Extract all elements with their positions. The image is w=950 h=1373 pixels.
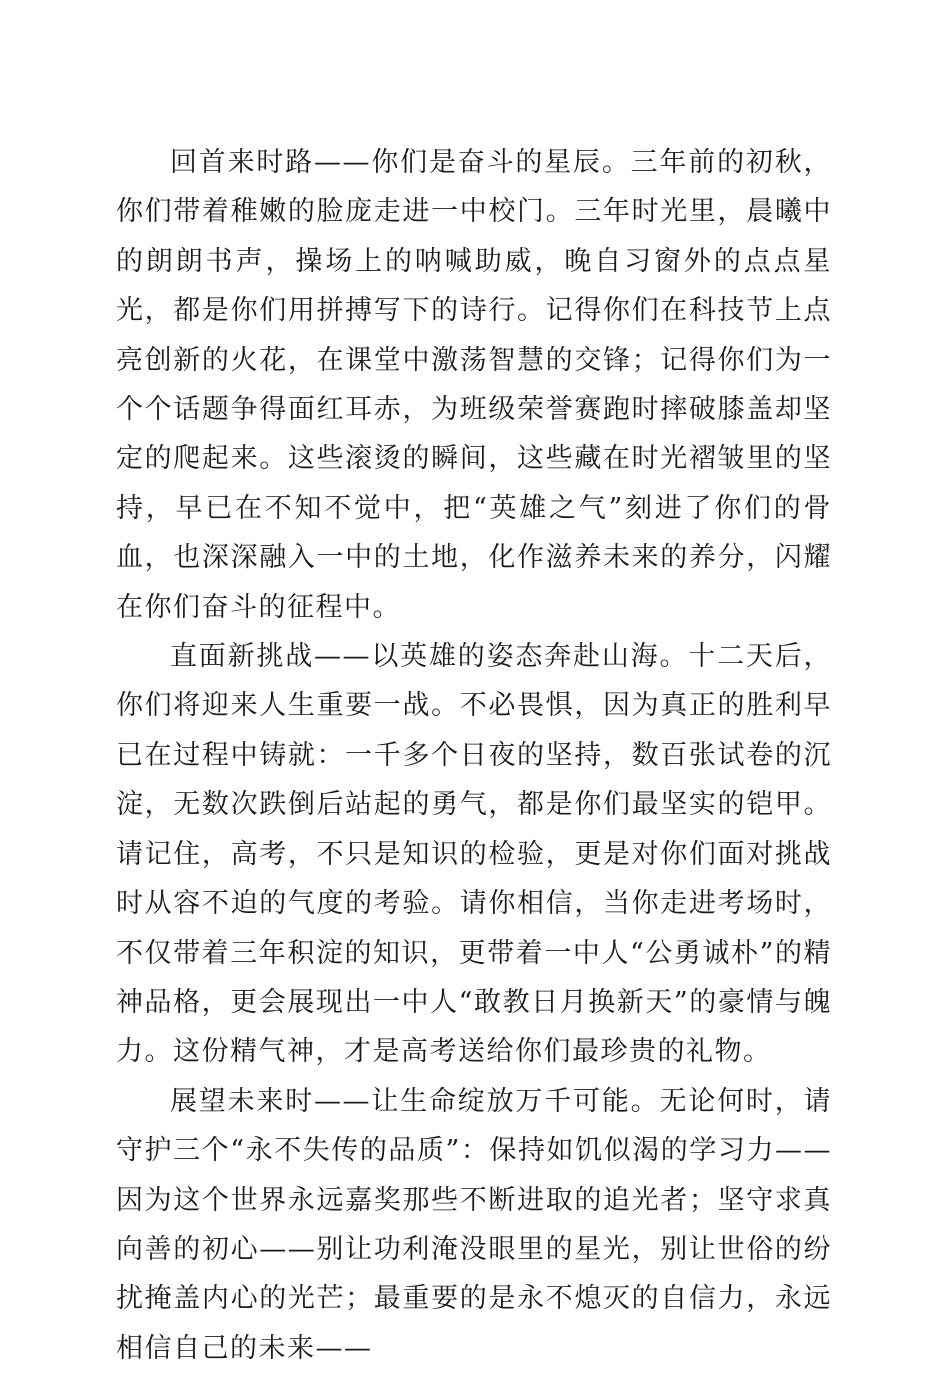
paragraph-looking-ahead: 展望未来时——让生命绽放万千可能。无论何时，请守护三个“永不失传的品质”：保持如饥似渴的学习力——因为这个世界永远嘉奖那些不断进取的追光者；坚守求真向善的初心——别让功利淹没眼里的星光，别让世俗的纷扰掩盖内心的光芒；最重要的是永不熄灭的自信力，永远相信自己的未来——: [116, 1085, 832, 1364]
paragraph-looking-back: 回首来时路——你们是奋斗的星辰。三年前的初秋，你们带着稚嫩的脸庞走进一中校门。三年时光里，晨曦中的朗朗书声，操场上的呐喊助威，晚自习窗外的点点星光，都是你们用拼搏写下的诗行。记得你们在科技节上点亮创新的火花，在课堂中激荡智慧的交锋；记得你们为一个个话题争得面红耳赤，为班级荣誉赛跑时摔破膝盖却坚定的爬起来。这些滚烫的瞬间，这些藏在时光褶皱里的坚持，早已在不知不觉中，把“英雄之气”刻进了你们的骨血，也深深融入一中的土地，化作滋养未来的养分，闪耀在你们奋斗的征程中。: [116, 147, 832, 623]
document-body: [116, 138, 832, 1373]
paragraph-facing-challenge: 直面新挑战——以英雄的姿态奔赴山海。十二天后，你们将迎来人生重要一战。不必畏惧，因为真正的胜利早已在过程中铸就：一千多个日夜的坚持，数百张试卷的沉淀，无数次跌倒后站起的勇气，都是你们最坚实的铠甲。请记住，高考，不只是知识的检验，更是对你们面对挑战时从容不迫的气度的考验。请你相信，当你走进考场时，不仅带着三年积淀的知识，更带着一中人“公勇诚朴”的精神品格，更会展现出一中人“敢教日月换新天”的豪情与魄力。这份精气神，才是高考送给你们最珍贵的礼物。: [116, 641, 832, 1068]
